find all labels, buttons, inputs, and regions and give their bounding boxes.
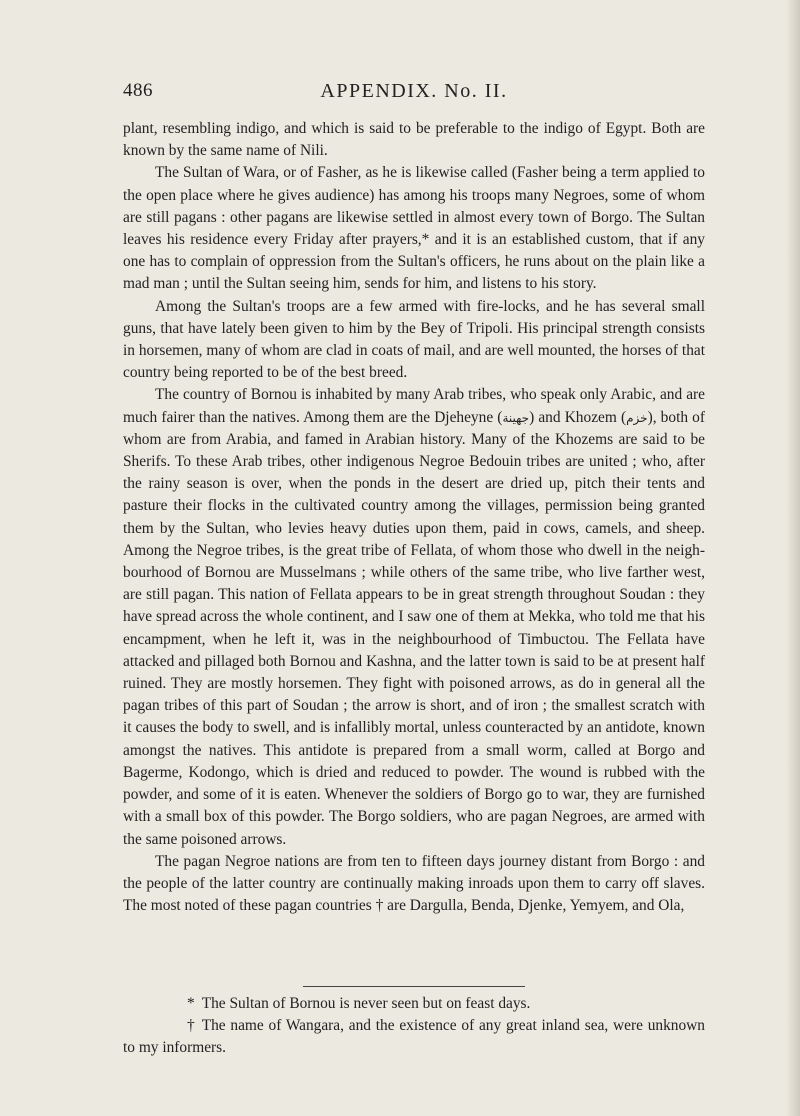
paragraph-4-text-b: ) and Khozem ( [529,408,627,426]
paragraph-3: Among the Sultan's troops are a few armed with fire-locks, and he has several small guns, that have lately been given to him by the Bey of Tripoli. His principal strength consists in horsemen, many of whom are clad in coats of mail, and are well mounted, the horses of that country being reported to be of the best breed. [123,297,705,382]
footnotes [123,993,705,1060]
paragraph-4-text-a: The country of Bornou is inhabited by many Arab tribes, who speak only Arabic, and are much fairer than the natives. Among them are the Djeheyne ( [123,386,705,426]
paragraph-1: plant, resembling indigo, and which is said to be preferable to the indigo of Egypt. Both are known by the same name of Nili. [123,120,705,160]
footnote-2-text: The name of Wangara, and the existence of any great inland sea, were unknown to my informers. [123,1017,705,1057]
paragraph-4-text-c: ), both of whom are from Arabia, and famed in Arabian history. Many of the Khozems are said to be Sherifs. To these Arab tribes, other indigenous Negroe Bedouin tribes are united ; who, after the rainy season is over, when the ponds in the desert are dried up, pitch their tents and pasture their flocks in the cultivated country among the villages, permission being granted them by the Sultan, who levies heavy duties upon them, paid in cows, camels, and sheep. Among the Negroe tribes, is the great tribe of Fellata, of whom those who dwell in the neigh-bourhood of Bornou are Musselmans ; while others of the same tribe, who live farther west, are still pagan. This nation of Fellata appears to be in great strength throughout Soudan : they have spread across the whole continent, and I saw one of them at Mekka, who told me that his encampment, when he left it, was in the neighbourhood of Timbuctou. The Fellata have attacked and pillaged both Bornou and Kashna, and the latter town is said to be at present half ruined. They are mostly horsemen. They fight with poisoned arrows, as do in general all the pagan tribes of this part of Soudan ; the arrow is short, and of iron ; the smallest scratch with it causes the body to swell, and is infallibly mortal, unless counteracted by an antidote, known amongst the natives. This antidote is prepared from a small worm, called at Borgo and Bagerme, Kodongo, which is dried and reduced to powder. The wound is rubbed with the powder, and some of it is eaten. Whenever the soldiers of Borgo go to war, they are furnished with a small box of this powder. The Borgo soldiers, who are pagan Negroes, are armed with the same poisoned arrows. [123,408,705,848]
page-header [123,80,705,108]
page-edge-shadow [786,0,800,1116]
paragraph-2: The Sultan of Wara, or of Fasher, as he is likewise called (Fasher being a term applied to the open place where he gives audience) has among his troops many Negroes, some of whom are still pagans : other pagans are likewise settled in almost every town of Borgo. The Sultan leaves his residence every Friday after prayers,* and it is an established custom, that if any one has to complain of oppression from the Sultan's officers, he runs about on the plain like a mad man ; until the Sultan seeing him, sends for him, and listens to his story. [123,164,705,293]
paragraph-5: The pagan Negroe nations are from ten to fifteen days journey distant from Borgo : and the people of the latter country are continually making inroads upon them to carry off slaves. The most noted of these pagan countries † are Dargulla, Benda, Djenke, Yemyem, and Ola, [123,852,705,915]
running-title: APPENDIX. No. II. [320,80,508,102]
footnote-2 [123,1015,705,1059]
page-number: 486 [123,80,153,101]
footnote-divider [303,986,525,987]
footnote-1-marker: * [187,995,195,1012]
footnote-1-text: The Sultan of Bornou is never seen but on feast days. [201,995,531,1012]
arabic-word-djeheyne: جهينة [502,410,530,425]
footnote-1 [123,993,705,1015]
footnote-2-marker: † [187,1017,195,1035]
arabic-word-khozem: خزم [626,410,648,425]
main-text [123,118,705,917]
paragraph-4 [123,384,705,850]
